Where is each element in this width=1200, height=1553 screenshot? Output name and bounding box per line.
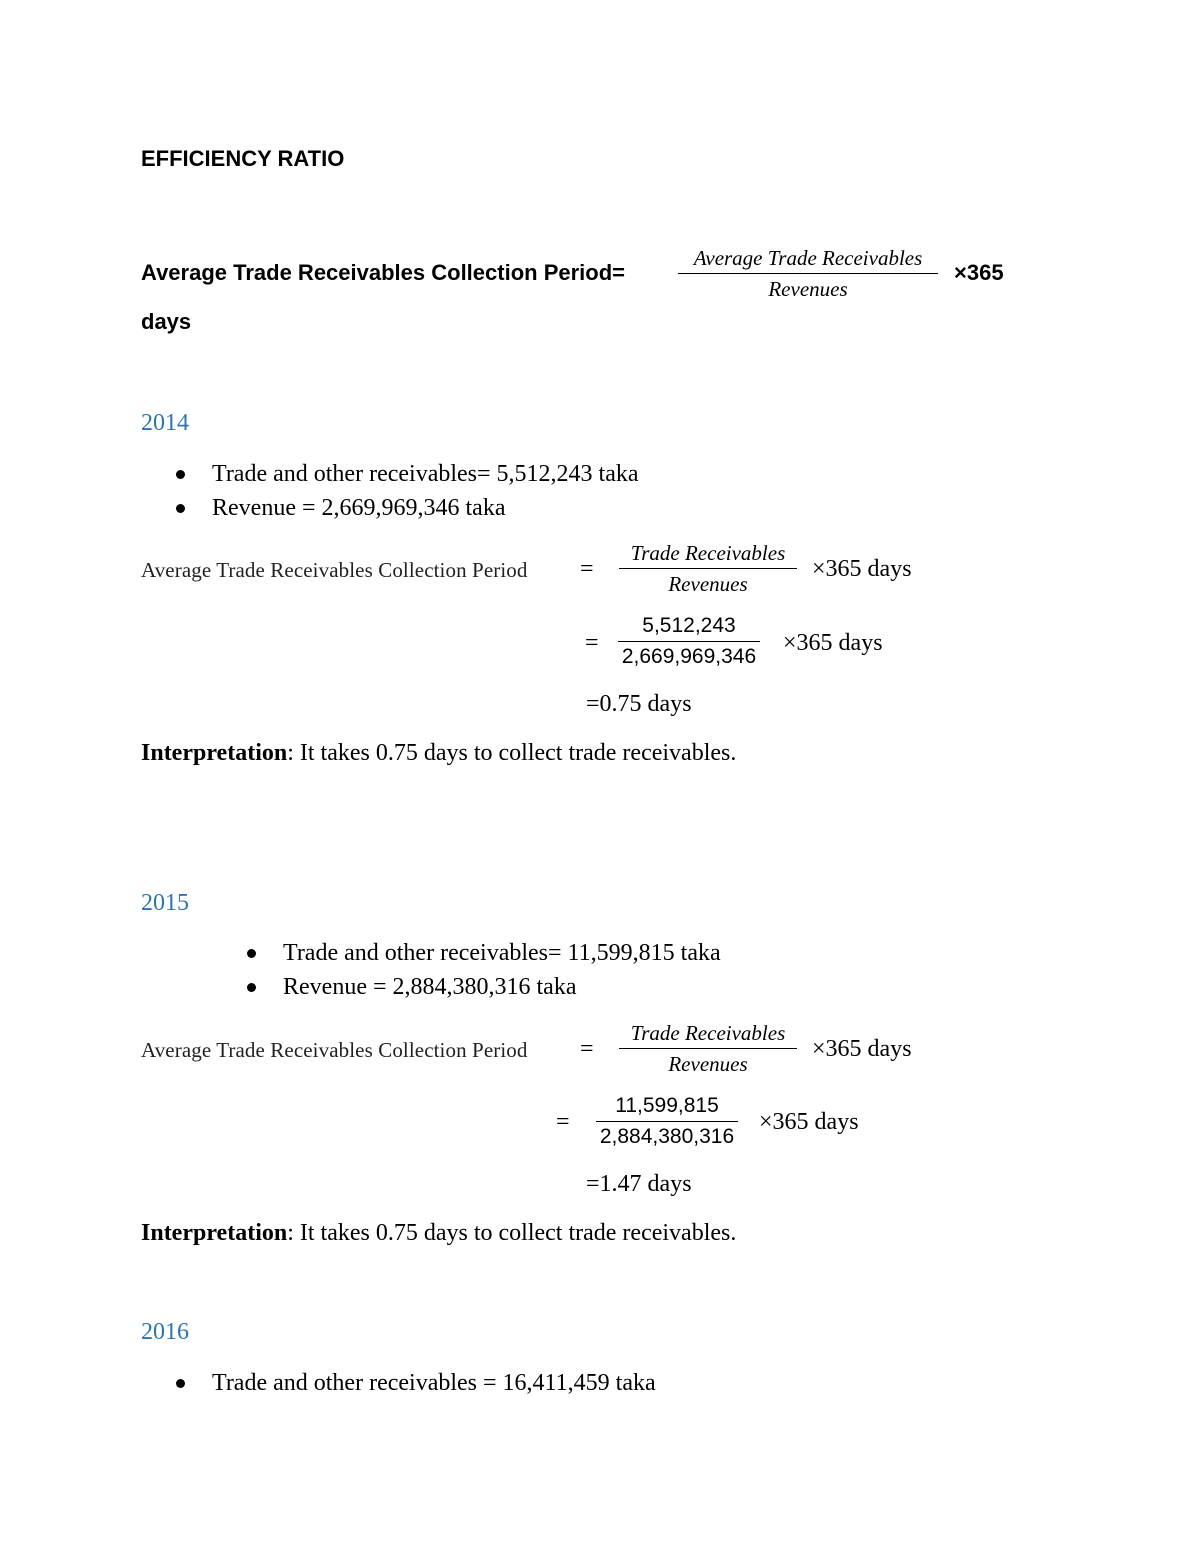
- fraction-numerator: Trade Receivables: [630, 541, 786, 565]
- calc-result: =0.75 days: [586, 691, 692, 717]
- equals-sign: =: [556, 1109, 570, 1135]
- formula-fraction: [678, 244, 938, 303]
- fraction-denominator: Revenues: [668, 1052, 748, 1076]
- value-fraction: [596, 1092, 738, 1151]
- calc-result: =1.47 days: [586, 1171, 692, 1197]
- formula-label: Average Trade Receivables Collection Period=: [141, 260, 625, 285]
- equals-sign: =: [580, 1036, 594, 1062]
- fraction-denominator: Revenues: [668, 572, 748, 596]
- interpretation-label: Interpretation: [141, 1220, 288, 1246]
- value-multiplier: ×365 days: [783, 630, 883, 656]
- interpretation: [141, 1220, 736, 1247]
- bullet-text: Revenue = 2,669,969,346 taka: [212, 495, 506, 521]
- fraction-bar: [678, 273, 938, 274]
- calc-multiplier: ×365 days: [812, 1036, 912, 1062]
- formula-numerator: Average Trade Receivables: [693, 246, 923, 270]
- bullet-icon: [176, 504, 185, 513]
- bullet-icon: [247, 949, 256, 958]
- interpretation-text: : It takes 0.75 days to collect trade receivables.: [287, 740, 737, 766]
- bullet-text: Trade and other receivables = 16,411,459 taka: [212, 1370, 656, 1396]
- year-2016-heading: 2016: [141, 1319, 189, 1345]
- fraction-bar: [619, 1048, 797, 1049]
- bullet-text: Revenue = 2,884,380,316 taka: [283, 974, 577, 1000]
- calc-multiplier: ×365 days: [812, 556, 912, 582]
- calc-fraction: [619, 1019, 797, 1078]
- fraction-bar: [596, 1121, 738, 1122]
- formula-unit: days: [141, 309, 192, 334]
- calc-label: Average Trade Receivables Collection Period: [141, 1038, 528, 1062]
- fraction-denominator: 2,669,969,346: [621, 645, 757, 668]
- fraction-numerator: 5,512,243: [642, 614, 736, 637]
- formula-denominator: Revenues: [768, 277, 848, 301]
- calc-fraction: [619, 539, 797, 598]
- fraction-bar: [619, 568, 797, 569]
- fraction-numerator: 11,599,815: [615, 1094, 719, 1117]
- value-multiplier: ×365 days: [759, 1109, 859, 1135]
- interpretation-label: Interpretation: [141, 740, 288, 766]
- formula-multiplier: ×365: [954, 260, 1004, 285]
- year-2015-heading: 2015: [141, 890, 189, 916]
- interpretation: [141, 740, 736, 767]
- equals-sign: =: [580, 556, 594, 582]
- fraction-bar: [618, 641, 760, 642]
- bullet-icon: [247, 983, 256, 992]
- bullet-icon: [176, 470, 185, 479]
- interpretation-text: : It takes 0.75 days to collect trade receivables.: [287, 1220, 737, 1246]
- fraction-denominator: 2,884,380,316: [599, 1125, 735, 1148]
- bullet-icon: [176, 1379, 185, 1388]
- page-title: EFFICIENCY RATIO: [141, 146, 345, 171]
- calc-label: Average Trade Receivables Collection Period: [141, 558, 528, 582]
- bullet-text: Trade and other receivables= 5,512,243 taka: [212, 461, 639, 487]
- bullet-text: Trade and other receivables= 11,599,815 taka: [283, 940, 721, 966]
- value-fraction: [618, 612, 760, 671]
- fraction-numerator: Trade Receivables: [630, 1021, 786, 1045]
- year-2014-heading: 2014: [141, 410, 189, 436]
- equals-sign: =: [585, 630, 599, 656]
